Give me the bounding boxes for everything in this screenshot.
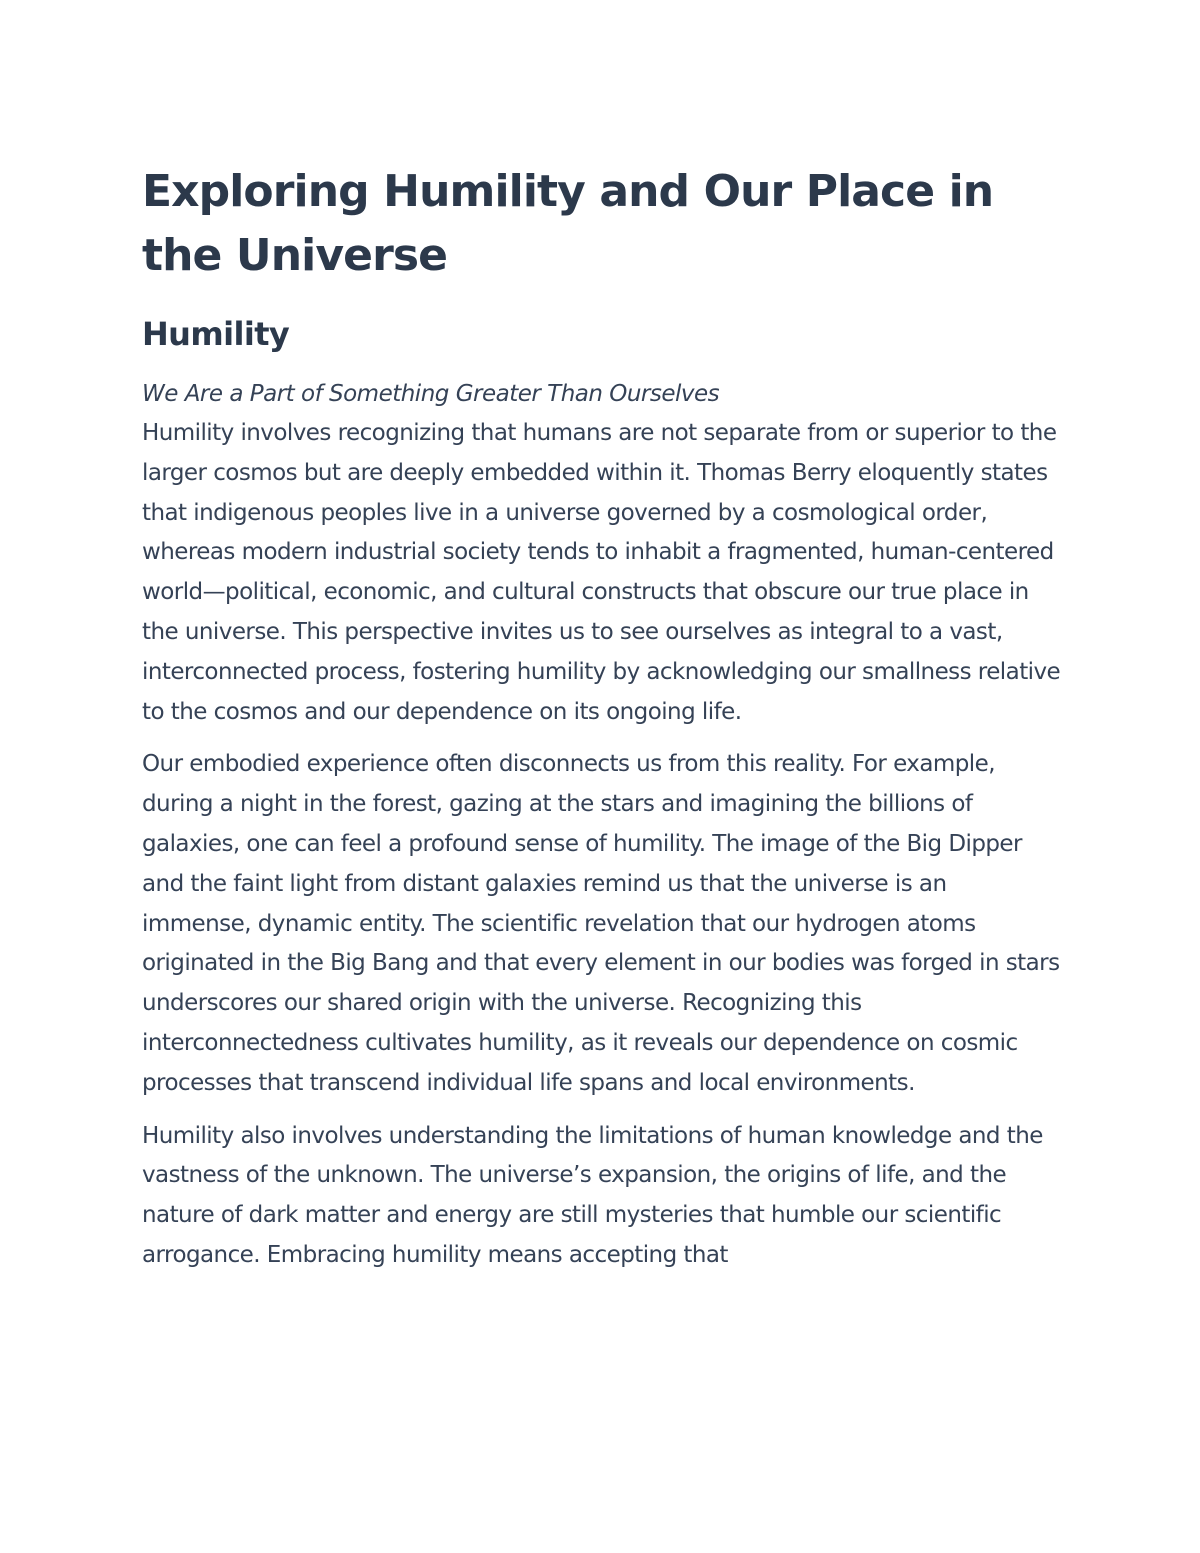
section-heading: Humility [142,315,290,353]
section-subheading: We Are a Part of Something Greater Than Ourselves [142,381,720,407]
document-page [142,160,1062,1289]
paragraph-3: Humility also involves understanding the limitations of human knowledge and the vastness of the unknown. The universe’s expansion, the origins of life, and the nature of dark matter and energy are still mysteries that humble our scientific arrogance. Embracing humility means accepting that [142,1122,1043,1268]
document-title: Exploring Humility and Our Place in the Universe [142,166,994,281]
paragraph-1: Humility involves recognizing that humans are not separate from or superior to the larger cosmos but are deeply embedded within it. Thomas Berry eloquently states that indigenous peoples live in a universe governed by a cosmological order, whereas modern industrial society tends to inhabit a fragmented, human-centered world—political, economic, and cultural constructs that obscure our true place in the universe. This perspective invites us to see ourselves as integral to a vast, interconnected process, fostering humility by acknowledging our smallness relative to the cosmos and our dependence on its ongoing life. [142,420,1061,725]
paragraph-2: Our embodied experience often disconnects us from this reality. For example, during a night in the forest, gazing at the stars and imagining the billions of galaxies, one can feel a profound sense of humility. The image of the Big Dipper and the faint light from distant galaxies remind us that the universe is an immense, dynamic entity. The scientific revelation that our hydrogen atoms originated in the Big Bang and that every element in our bodies was forged in stars underscores our shared origin with the universe. Recognizing this interconnectedness cultivates humility, as it reveals our dependence on cosmic processes that transcend individual life spans and local environments. [142,751,1060,1096]
